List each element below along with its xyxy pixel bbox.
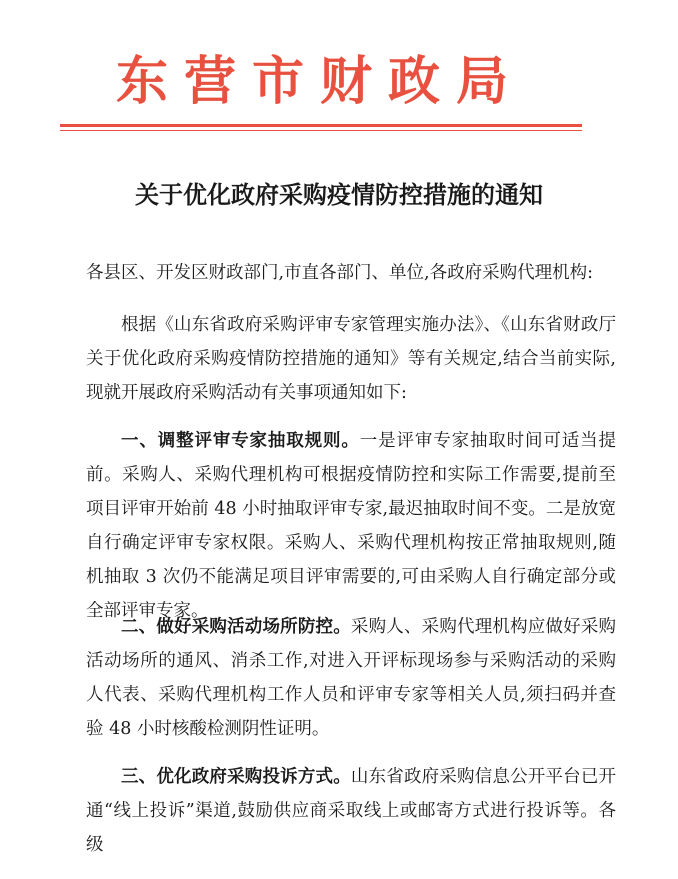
salutation: 各县区、开发区财政部门,市直各部门、单位,各政府采购代理机构: [86,263,594,283]
item-1-paragraph [86,424,616,628]
letterhead-org-name: 东营市财政局 [115,51,524,112]
item-1-heading: 一、调整评审专家抽取规则。 [121,431,360,451]
intro-paragraph: 根据《山东省政府采购评审专家管理实施办法》、《山东省财政厅关于优化政府采购疫情防控措施的通知》等有关规定,结合当前实际,现就开展政府采购活动有关事项通知如下: [86,315,616,403]
item-3-paragraph [86,760,616,862]
item-1-body: 一是评审专家抽取时间可适当提前。采购人、采购代理机构可根据疫情防控和实际工作需要,提前至项目评审开始前 48 小时抽取评审专家,最迟抽取时间不变。二是放宽自行确定评审专家权限。采购人、采购代理机构按正常抽取规则,随机抽取 3 次仍不能满足项目评审需要的,可由采购人自行确定部分或全部评审专家。 [86,431,616,621]
document-title: 关于优化政府采购疫情防控措施的通知 [135,180,543,209]
item-2-paragraph [86,610,616,746]
item-3-body: 山东省政府采购信息公开平台已开通“线上投诉”渠道,鼓励供应商采取线上或邮寄方式进行投诉等。各级 [86,767,617,855]
item-3-heading: 三、优化政府采购投诉方式。 [121,767,351,787]
letterhead-rule-thick [60,124,582,127]
item-2-heading: 二、做好采购活动场所防控。 [121,617,351,637]
letterhead-rule-thin [60,130,582,131]
item-2-body: 采购人、采购代理机构应做好采购活动场所的通风、消杀工作,对进入开评标现场参与采购活动的采购人代表、采购代理机构工作人员和评审专家等相关人员,须扫码并查验 48 小时核酸检测阴性证明。 [86,617,617,739]
